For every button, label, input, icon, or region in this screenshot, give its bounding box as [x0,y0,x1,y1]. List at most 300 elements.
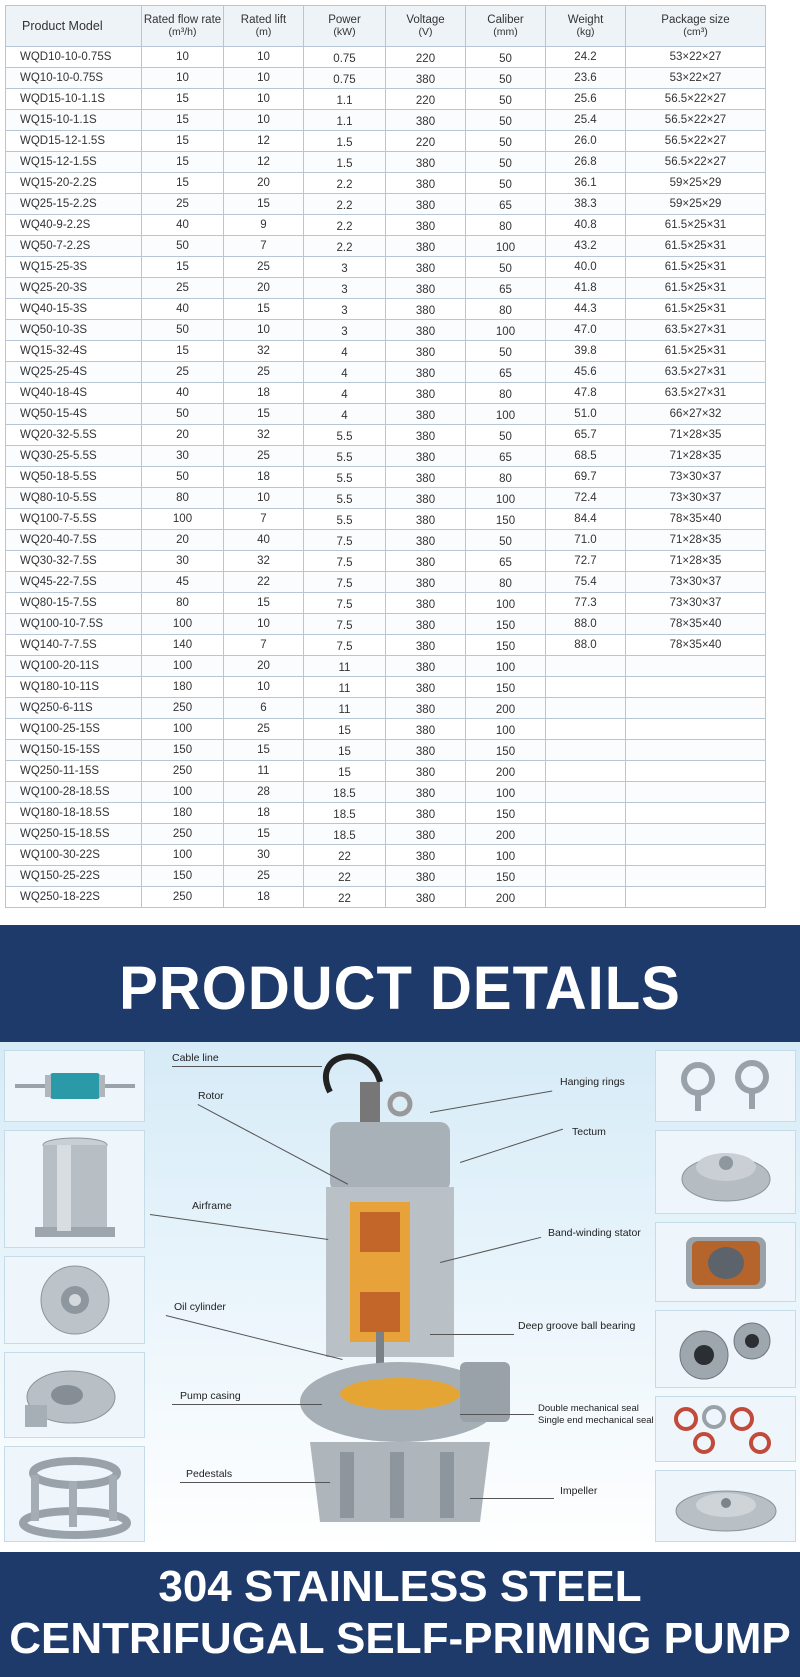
table-row [6,803,766,824]
header-flow-rate-label: Rated flow rate [143,14,222,26]
cell-model: WQ180-10-11S [6,677,142,698]
cell-weight: 47.8 [546,383,626,404]
cell-caliber: 80 [466,299,546,320]
cell-flow-rate: 180 [142,803,224,824]
cell-power: 5.5 [304,446,386,467]
table-row [6,404,766,425]
table-row [6,572,766,593]
cell-package-size [626,740,766,761]
cell-flow-rate: 80 [142,488,224,509]
cell-voltage: 380 [386,404,466,425]
label-deep-groove-ball-bearing: Deep groove ball bearing [518,1320,636,1332]
cell-weight: 36.1 [546,173,626,194]
cell-voltage: 380 [386,698,466,719]
cell-voltage: 380 [386,278,466,299]
impeller-thumbnail [655,1470,796,1542]
cell-package-size: 63.5×27×31 [626,383,766,404]
cell-flow-rate: 50 [142,320,224,341]
header-flow-rate [142,6,224,47]
cell-flow-rate: 25 [142,362,224,383]
tectum-thumbnail [655,1130,796,1214]
cell-package-size [626,656,766,677]
cell-voltage: 380 [386,446,466,467]
cell-weight: 77.3 [546,593,626,614]
cell-model: WQ150-15-15S [6,740,142,761]
cell-package-size: 56.5×22×27 [626,110,766,131]
cell-caliber: 100 [466,404,546,425]
cell-lift: 6 [224,698,304,719]
cell-caliber: 50 [466,47,546,68]
cell-voltage: 380 [386,866,466,887]
table-row [6,89,766,110]
cell-weight: 88.0 [546,635,626,656]
header-caliber-unit: (mm) [493,26,518,38]
cell-model: WQ10-10-0.75S [6,68,142,89]
cell-flow-rate: 100 [142,656,224,677]
table-row [6,782,766,803]
table-row [6,887,766,908]
cell-weight: 43.2 [546,236,626,257]
cell-caliber: 65 [466,194,546,215]
cell-model: WQ150-25-22S [6,866,142,887]
cell-voltage: 380 [386,194,466,215]
cell-flow-rate: 40 [142,299,224,320]
cell-voltage: 380 [386,320,466,341]
cell-lift: 15 [224,194,304,215]
cell-voltage: 380 [386,530,466,551]
cell-flow-rate: 100 [142,719,224,740]
cell-weight: 84.4 [546,509,626,530]
cell-weight: 69.7 [546,467,626,488]
cell-weight: 45.6 [546,362,626,383]
cell-caliber: 100 [466,719,546,740]
header-package-size-unit: (cm³) [683,26,708,38]
cell-package-size [626,866,766,887]
cell-power: 1.5 [304,152,386,173]
table-row [6,362,766,383]
cell-weight: 75.4 [546,572,626,593]
cell-voltage: 380 [386,152,466,173]
cell-power: 3 [304,278,386,299]
cell-model: WQ20-40-7.5S [6,530,142,551]
bearing-thumbnail [655,1310,796,1388]
cell-flow-rate: 140 [142,635,224,656]
cell-power: 11 [304,656,386,677]
cell-flow-rate: 15 [142,110,224,131]
cell-lift: 25 [224,257,304,278]
cell-flow-rate: 45 [142,572,224,593]
cell-power: 15 [304,740,386,761]
table-header-row [6,6,766,47]
header-caliber-label: Caliber [487,14,524,26]
header-power-unit: (kW) [333,26,356,38]
cell-model: WQ50-15-4S [6,404,142,425]
cell-flow-rate: 20 [142,425,224,446]
table-row [6,446,766,467]
cell-flow-rate: 15 [142,89,224,110]
label-hanging-rings: Hanging rings [560,1076,625,1088]
header-flow-rate-unit: (m³/h) [168,26,197,38]
cell-model: WQ250-15-18.5S [6,824,142,845]
cell-package-size: 61.5×25×31 [626,236,766,257]
cell-caliber: 150 [466,614,546,635]
cell-caliber: 50 [466,131,546,152]
cell-package-size: 56.5×22×27 [626,152,766,173]
cell-flow-rate: 150 [142,866,224,887]
cell-power: 5.5 [304,509,386,530]
cell-package-size: 56.5×22×27 [626,131,766,152]
cell-package-size: 59×25×29 [626,194,766,215]
cell-weight: 24.2 [546,47,626,68]
cell-caliber: 65 [466,551,546,572]
cell-flow-rate: 15 [142,173,224,194]
cell-power: 18.5 [304,824,386,845]
table-row [6,173,766,194]
cell-caliber: 50 [466,425,546,446]
cell-caliber: 100 [466,656,546,677]
cell-power: 22 [304,866,386,887]
leader-pedestals [180,1482,330,1483]
cell-flow-rate: 100 [142,782,224,803]
cell-package-size: 63.5×27×31 [626,362,766,383]
cell-flow-rate: 10 [142,47,224,68]
cell-package-size: 63.5×27×31 [626,320,766,341]
cell-voltage: 380 [386,677,466,698]
pump-parts-diagram [0,1042,800,1552]
label-pump-casing: Pump casing [180,1390,241,1402]
header-caliber [466,6,546,47]
cell-flow-rate: 15 [142,152,224,173]
pump-type-line1: 304 STAINLESS STEEL [158,1562,642,1611]
cell-voltage: 380 [386,824,466,845]
header-weight [546,6,626,47]
cell-power: 7.5 [304,572,386,593]
cell-package-size: 73×30×37 [626,572,766,593]
cell-weight [546,824,626,845]
cell-voltage: 380 [386,761,466,782]
cell-package-size: 71×28×35 [626,425,766,446]
cell-flow-rate: 100 [142,614,224,635]
cell-caliber: 100 [466,782,546,803]
leader-cable-line [172,1066,322,1067]
cell-lift: 25 [224,362,304,383]
cell-caliber: 50 [466,530,546,551]
cell-power: 1.1 [304,89,386,110]
cell-power: 5.5 [304,467,386,488]
leader-impeller [470,1498,554,1499]
cell-package-size [626,824,766,845]
cell-caliber: 200 [466,761,546,782]
table-row [6,866,766,887]
cell-power: 2.2 [304,173,386,194]
cell-weight [546,740,626,761]
cell-caliber: 65 [466,362,546,383]
cell-power: 0.75 [304,47,386,68]
cell-package-size: 53×22×27 [626,47,766,68]
cell-power: 4 [304,362,386,383]
cell-flow-rate: 50 [142,467,224,488]
cell-model: WQ50-18-5.5S [6,467,142,488]
cell-model: WQ15-25-3S [6,257,142,278]
cell-power: 7.5 [304,551,386,572]
cell-model: WQ15-32-4S [6,341,142,362]
table-row [6,635,766,656]
cell-voltage: 220 [386,131,466,152]
cell-lift: 20 [224,173,304,194]
pump-casing-thumbnail [4,1352,145,1438]
cell-package-size: 61.5×25×31 [626,341,766,362]
cell-caliber: 150 [466,740,546,761]
cell-model: WQ40-15-3S [6,299,142,320]
pedestals-thumbnail [4,1446,145,1542]
cell-voltage: 380 [386,782,466,803]
cell-model: WQ100-30-22S [6,845,142,866]
header-voltage-label: Voltage [406,14,445,26]
cell-power: 7.5 [304,635,386,656]
cell-lift: 7 [224,635,304,656]
cell-package-size: 61.5×25×31 [626,215,766,236]
header-power-label: Power [328,14,361,26]
cell-caliber: 50 [466,257,546,278]
cell-power: 22 [304,845,386,866]
cell-model: WQ100-25-15S [6,719,142,740]
table-row [6,488,766,509]
table-row [6,278,766,299]
table-body [6,47,766,908]
label-double-mechanical-seal: Double mechanical seal [538,1403,639,1414]
cell-voltage: 380 [386,215,466,236]
cell-flow-rate: 100 [142,845,224,866]
cell-power: 11 [304,677,386,698]
pump-cutaway-illustration [290,1042,530,1552]
cell-lift: 7 [224,509,304,530]
table-row [6,677,766,698]
cell-model: WQ250-11-15S [6,761,142,782]
cell-flow-rate: 25 [142,194,224,215]
cell-voltage: 380 [386,656,466,677]
cell-power: 22 [304,887,386,908]
cell-caliber: 200 [466,698,546,719]
cell-caliber: 150 [466,635,546,656]
cell-weight: 88.0 [546,614,626,635]
cell-flow-rate: 150 [142,740,224,761]
cell-weight [546,845,626,866]
cell-model: WQ20-32-5.5S [6,425,142,446]
cell-caliber: 50 [466,173,546,194]
table-row [6,47,766,68]
cell-package-size [626,761,766,782]
cell-weight: 65.7 [546,425,626,446]
cell-caliber: 50 [466,341,546,362]
cell-caliber: 200 [466,824,546,845]
cell-lift: 15 [224,824,304,845]
cell-voltage: 380 [386,740,466,761]
cell-flow-rate: 50 [142,404,224,425]
table-row [6,131,766,152]
table-row [6,656,766,677]
cell-package-size [626,803,766,824]
cell-lift: 40 [224,530,304,551]
cell-weight: 39.8 [546,341,626,362]
cell-voltage: 380 [386,635,466,656]
cell-lift: 10 [224,614,304,635]
cell-power: 0.75 [304,68,386,89]
cell-lift: 9 [224,215,304,236]
cell-power: 7.5 [304,530,386,551]
cell-model: WQ100-28-18.5S [6,782,142,803]
cell-caliber: 50 [466,152,546,173]
mechanical-seal-thumbnail [655,1396,796,1462]
leader-pump-casing [172,1404,322,1405]
header-voltage [386,6,466,47]
cell-package-size: 71×28×35 [626,530,766,551]
cell-package-size: 73×30×37 [626,488,766,509]
cell-model: WQ180-18-18.5S [6,803,142,824]
cell-power: 2.2 [304,215,386,236]
cell-caliber: 80 [466,572,546,593]
table-row [6,152,766,173]
cell-lift: 18 [224,803,304,824]
table-row [6,509,766,530]
cell-package-size: 61.5×25×31 [626,278,766,299]
label-band-winding-stator: Band-winding stator [548,1227,641,1239]
cell-package-size [626,698,766,719]
cell-voltage: 380 [386,68,466,89]
cell-power: 3 [304,257,386,278]
cell-weight: 68.5 [546,446,626,467]
label-pedestals: Pedestals [186,1468,233,1480]
cell-flow-rate: 30 [142,551,224,572]
cell-weight [546,803,626,824]
cell-lift: 18 [224,887,304,908]
cell-power: 3 [304,299,386,320]
cell-power: 1.5 [304,131,386,152]
pump-type-banner [0,1552,800,1677]
table-row [6,68,766,89]
table-row [6,299,766,320]
cell-voltage: 220 [386,89,466,110]
cell-voltage: 380 [386,845,466,866]
cell-voltage: 380 [386,572,466,593]
cell-voltage: 380 [386,593,466,614]
cell-caliber: 65 [466,278,546,299]
cell-model: WQD15-12-1.5S [6,131,142,152]
cell-flow-rate: 15 [142,257,224,278]
cell-lift: 11 [224,761,304,782]
cell-lift: 25 [224,719,304,740]
airframe-thumbnail [4,1130,145,1248]
cell-voltage: 380 [386,887,466,908]
cell-voltage: 380 [386,614,466,635]
cell-voltage: 380 [386,551,466,572]
cell-model: WQ250-6-11S [6,698,142,719]
cell-power: 3 [304,320,386,341]
cell-lift: 12 [224,152,304,173]
cell-lift: 15 [224,404,304,425]
cell-flow-rate: 40 [142,215,224,236]
label-single-end-mechanical-seal: Single end mechanical seal [538,1415,654,1426]
cell-voltage: 380 [386,719,466,740]
header-model-label: Product Model [22,19,103,33]
cell-weight [546,866,626,887]
cell-power: 15 [304,761,386,782]
product-details-title: PRODUCT DETAILS [119,954,681,1023]
table-row [6,698,766,719]
cell-weight: 40.8 [546,215,626,236]
cell-power: 1.1 [304,110,386,131]
header-package-size [626,6,766,47]
cell-weight [546,782,626,803]
cell-power: 5.5 [304,425,386,446]
cell-weight: 71.0 [546,530,626,551]
cell-power: 4 [304,383,386,404]
cell-lift: 10 [224,89,304,110]
cell-package-size: 78×35×40 [626,635,766,656]
cell-weight: 72.4 [546,488,626,509]
cell-weight: 25.4 [546,110,626,131]
cell-package-size: 56.5×22×27 [626,89,766,110]
cell-weight [546,656,626,677]
cell-package-size [626,887,766,908]
cell-lift: 20 [224,656,304,677]
cell-power: 4 [304,341,386,362]
cell-power: 18.5 [304,803,386,824]
table-row [6,614,766,635]
cell-lift: 15 [224,299,304,320]
table-row [6,593,766,614]
cell-power: 18.5 [304,782,386,803]
table-row [6,845,766,866]
cell-weight: 44.3 [546,299,626,320]
cell-caliber: 65 [466,446,546,467]
cell-caliber: 150 [466,509,546,530]
cell-flow-rate: 10 [142,68,224,89]
cell-flow-rate: 180 [142,677,224,698]
table-row [6,215,766,236]
cell-voltage: 380 [386,362,466,383]
cell-model: WQ100-7-5.5S [6,509,142,530]
table-row [6,551,766,572]
cell-model: WQ15-12-1.5S [6,152,142,173]
cell-voltage: 380 [386,383,466,404]
cell-lift: 22 [224,572,304,593]
cell-lift: 10 [224,68,304,89]
cell-model: WQ25-15-2.2S [6,194,142,215]
cell-flow-rate: 250 [142,698,224,719]
cell-package-size: 59×25×29 [626,173,766,194]
header-lift-unit: (m) [255,26,272,38]
cell-voltage: 380 [386,173,466,194]
cell-package-size [626,719,766,740]
cell-power: 4 [304,404,386,425]
cell-model: WQ140-7-7.5S [6,635,142,656]
cell-lift: 10 [224,47,304,68]
cell-weight [546,698,626,719]
label-airframe: Airframe [192,1200,232,1212]
cell-model: WQ15-10-1.1S [6,110,142,131]
cell-model: WQ100-20-11S [6,656,142,677]
label-rotor: Rotor [198,1090,224,1102]
table-row [6,110,766,131]
cell-weight [546,887,626,908]
cell-lift: 30 [224,845,304,866]
cell-flow-rate: 20 [142,530,224,551]
table-row [6,236,766,257]
label-cable-line: Cable line [172,1052,219,1064]
cell-weight: 41.8 [546,278,626,299]
label-oil-cylinder: Oil cylinder [174,1301,226,1313]
label-impeller: Impeller [560,1485,598,1497]
